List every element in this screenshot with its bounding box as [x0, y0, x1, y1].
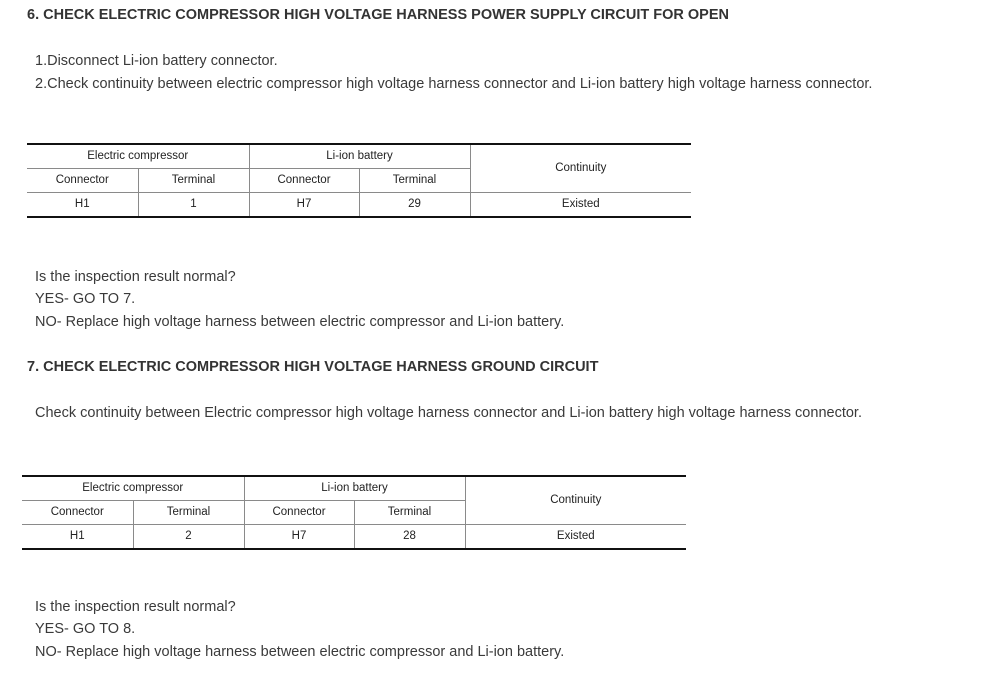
step7-header-li-ion-battery: Li-ion battery — [244, 476, 465, 501]
step6-cell-connector: H7 — [249, 193, 359, 218]
step6-subheader-terminal: Terminal — [138, 169, 249, 193]
step6-header-electric-compressor: Electric compressor — [27, 144, 249, 169]
step6-instruction-1: 1.Disconnect Li-ion battery connector. — [35, 53, 278, 69]
step7-cell-terminal: 28 — [354, 525, 465, 550]
step6-cell-terminal: 29 — [359, 193, 470, 218]
step7-instruction: Check continuity between Electric compressor high voltage harness connector and Li-ion battery high voltage harness connector. — [35, 405, 862, 421]
step7-yes: YES- GO TO 8. — [35, 621, 136, 637]
table-row — [22, 525, 686, 550]
step6-cell-continuity: Existed — [470, 193, 691, 218]
step7-no: NO- Replace high voltage harness between electric compressor and Li-ion battery. — [35, 644, 565, 660]
step6-subheader-connector: Connector — [27, 169, 138, 193]
step7-cell-continuity: Existed — [465, 525, 686, 550]
step6-instruction-2: 2.Check continuity between electric compressor high voltage harness connector and Li-ion battery high voltage harness connector. — [35, 76, 873, 92]
step6-continuity-table — [27, 143, 691, 218]
step6-cell-terminal: 1 — [138, 193, 249, 218]
step7-header-continuity: Continuity — [465, 476, 686, 525]
table-row — [27, 193, 691, 218]
step7-subheader-connector: Connector — [244, 501, 354, 525]
step7-header-electric-compressor: Electric compressor — [22, 476, 244, 501]
step7-question: Is the inspection result normal? — [35, 599, 236, 615]
step7-cell-terminal: 2 — [133, 525, 244, 550]
step6-header-li-ion-battery: Li-ion battery — [249, 144, 470, 169]
step6-subheader-terminal: Terminal — [359, 169, 470, 193]
step7-cell-connector: H1 — [22, 525, 133, 550]
step7-subheader-terminal: Terminal — [133, 501, 244, 525]
step6-cell-connector: H1 — [27, 193, 138, 218]
step6-question: Is the inspection result normal? — [35, 269, 236, 285]
step6-heading: 6. CHECK ELECTRIC COMPRESSOR HIGH VOLTAGE HARNESS POWER SUPPLY CIRCUIT FOR OPEN — [27, 7, 729, 23]
step7-subheader-terminal: Terminal — [354, 501, 465, 525]
step6-yes: YES- GO TO 7. — [35, 291, 136, 307]
step7-subheader-connector: Connector — [22, 501, 133, 525]
step7-heading: 7. CHECK ELECTRIC COMPRESSOR HIGH VOLTAGE HARNESS GROUND CIRCUIT — [27, 359, 599, 375]
step6-subheader-connector: Connector — [249, 169, 359, 193]
step7-cell-connector: H7 — [244, 525, 354, 550]
step6-header-continuity: Continuity — [470, 144, 691, 193]
step6-no: NO- Replace high voltage harness between electric compressor and Li-ion battery. — [35, 314, 565, 330]
step7-continuity-table — [22, 475, 686, 550]
